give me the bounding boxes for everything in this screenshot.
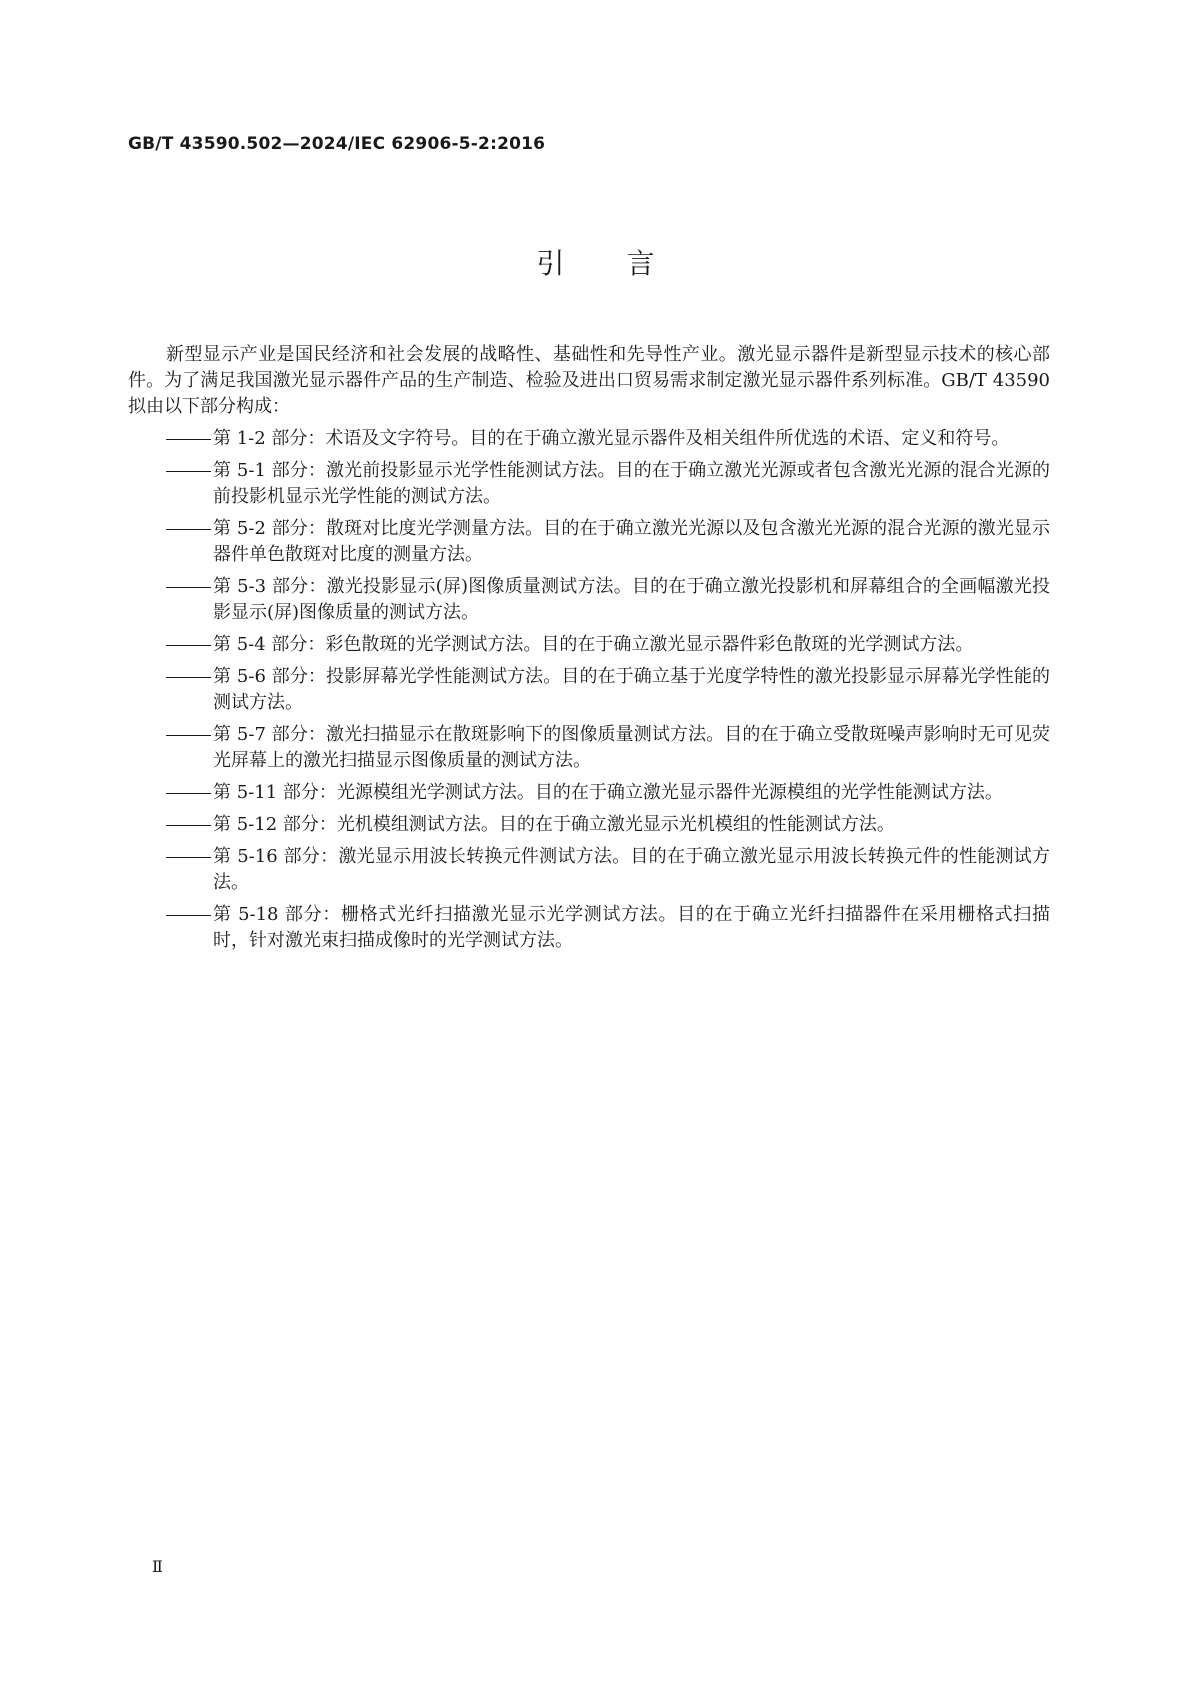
em-dash <box>166 735 211 736</box>
em-dash <box>166 529 211 530</box>
em-dash <box>166 439 211 440</box>
list-item-text: 第 5-12 部分：光机模组测试方法。目的在于确立激光显示光机模组的性能测试方法。 <box>213 814 895 835</box>
list-item-text: 第 5-11 部分：光源模组光学测试方法。目的在于确立激光显示器件光源模组的光学性能测试方法。 <box>213 782 1003 803</box>
standard-number-header: GB/T 43590.502—2024/IEC 62906-5-2:2016 <box>128 134 546 154</box>
list-item <box>128 426 1050 452</box>
list-item-text: 第 1-2 部分：术语及文字符号。目的在于确立激光显示器件及相关组件所优选的术语、定义和符号。 <box>213 428 1010 449</box>
intro-paragraph: 新型显示产业是国民经济和社会发展的战略性、基础性和先导性产业。激光显示器件是新型显示技术的核心部件。为了满足我国激光显示器件产品的生产制造、检验及进出口贸易需求制定激光显示器件系列标准。GB/T 43590 拟由以下部分构成： <box>128 344 1050 417</box>
list-item <box>128 664 1050 716</box>
list-item-text: 第 5-4 部分：彩色散斑的光学测试方法。目的在于确立激光显示器件彩色散斑的光学测试方法。 <box>213 634 974 655</box>
document-body <box>128 342 1050 954</box>
em-dash <box>166 645 211 646</box>
list-item-text: 第 5-1 部分：激光前投影显示光学性能测试方法。目的在于确立激光光源或者包含激光光源的混合光源的前投影机显示光学性能的测试方法。 <box>213 460 1050 507</box>
em-dash <box>166 915 211 916</box>
page-number: Ⅱ <box>152 1557 163 1576</box>
list-item-text: 第 5-7 部分：激光扫描显示在散斑影响下的图像质量测试方法。目的在于确立受散斑噪声影响时无可见荧光屏幕上的激光扫描显示图像质量的测试方法。 <box>213 724 1050 771</box>
list-item <box>128 780 1050 806</box>
em-dash <box>166 793 211 794</box>
em-dash <box>166 677 211 678</box>
list-item <box>128 632 1050 658</box>
list-item <box>128 812 1050 838</box>
parts-list <box>128 426 1050 954</box>
em-dash <box>166 471 211 472</box>
em-dash <box>166 857 211 858</box>
list-item <box>128 902 1050 954</box>
list-item <box>128 458 1050 510</box>
list-item-text: 第 5-16 部分：激光显示用波长转换元件测试方法。目的在于确立激光显示用波长转换元件的性能测试方法。 <box>213 846 1050 893</box>
list-item <box>128 574 1050 626</box>
em-dash <box>166 825 211 826</box>
list-item <box>128 516 1050 568</box>
list-item-text: 第 5-3 部分：激光投影显示(屏)图像质量测试方法。目的在于确立激光投影机和屏幕组合的全画幅激光投影显示(屏)图像质量的测试方法。 <box>213 576 1050 623</box>
list-item-text: 第 5-18 部分：栅格式光纤扫描激光显示光学测试方法。目的在于确立光纤扫描器件在采用栅格式扫描时，针对激光束扫描成像时的光学测试方法。 <box>213 904 1050 951</box>
list-item-text: 第 5-6 部分：投影屏幕光学性能测试方法。目的在于确立基于光度学特性的激光投影显示屏幕光学性能的测试方法。 <box>213 666 1050 713</box>
list-item <box>128 722 1050 774</box>
section-title: 引言 <box>536 247 717 280</box>
list-item-text: 第 5-2 部分：散斑对比度光学测量方法。目的在于确立激光光源以及包含激光光源的混合光源的激光显示器件单色散斑对比度的测量方法。 <box>213 518 1050 565</box>
list-item <box>128 844 1050 896</box>
em-dash <box>166 587 211 588</box>
